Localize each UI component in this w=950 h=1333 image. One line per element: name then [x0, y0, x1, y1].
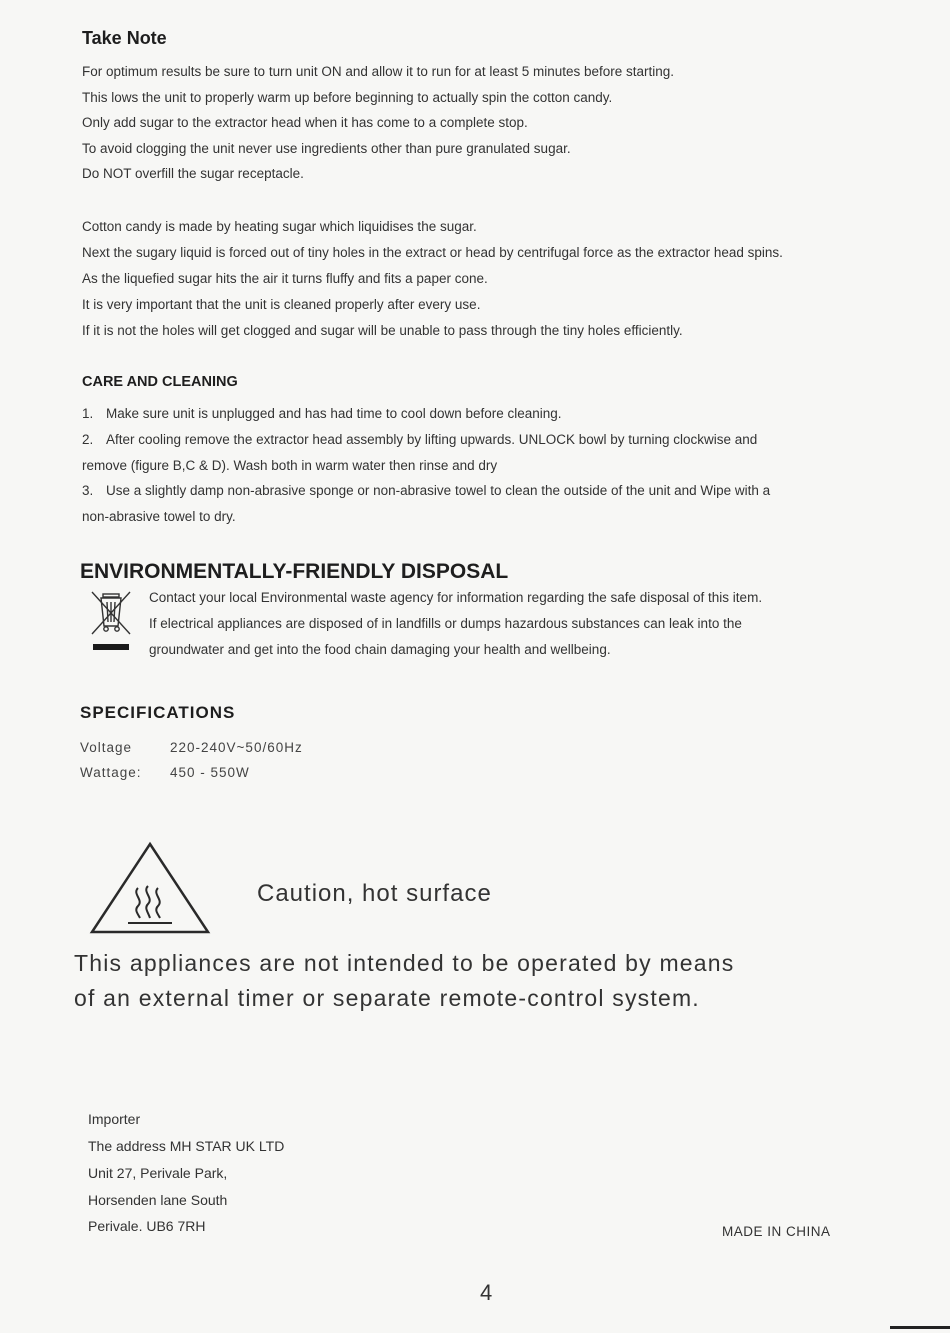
care-item: [82, 432, 757, 447]
scan-edge-mark: [890, 1326, 950, 1329]
care-item-text: Use a slightly damp non-abrasive sponge or non-abrasive towel to clean the outside of the unit and Wipe with a: [106, 483, 771, 498]
caution-text: Caution, hot surface: [257, 880, 492, 907]
disposal-line: If electrical appliances are disposed of in landfills or dumps hazardous substances can leak into the: [149, 616, 742, 631]
disposal-line: groundwater and get into the food chain damaging your health and wellbeing.: [149, 642, 611, 657]
take-note-line: To avoid clogging the unit never use ingredients other than pure granulated sugar.: [82, 141, 571, 156]
crossed-bin-icon: [88, 588, 136, 654]
care-item: [82, 406, 562, 421]
care-item-number: 2.: [82, 432, 94, 447]
disposal-line: Contact your local Environmental waste agency for information regarding the safe disposal of this item.: [149, 590, 763, 605]
spec-label: Voltage: [80, 740, 133, 755]
care-item-continued: non-abrasive towel to dry.: [82, 509, 236, 524]
disposal-heading: ENVIRONMENTALLY-FRIENDLY DISPOSAL: [80, 560, 509, 583]
intro-line: Cotton candy is made by heating sugar which liquidises the sugar.: [82, 219, 477, 234]
take-note-line: Do NOT overfill the sugar receptacle.: [82, 166, 304, 181]
spec-value: 220-240V~50/60Hz: [170, 740, 303, 755]
care-item-text: Make sure unit is unplugged and has had time to cool down before cleaning.: [106, 406, 562, 421]
care-item: [82, 483, 770, 498]
take-note-line: For optimum results be sure to turn unit ON and allow it to run for at least 5 minutes before starting.: [82, 64, 675, 79]
care-item-text: After cooling remove the extractor head assembly by lifting upwards. UNLOCK bowl by turning clockwise and: [106, 432, 758, 447]
page-number: 4: [480, 1280, 493, 1305]
take-note-heading: Take Note: [82, 28, 167, 48]
take-note-line: This lows the unit to properly warm up before beginning to actually spin the cotton candy.: [82, 90, 613, 105]
hot-surface-warning-icon: [88, 840, 212, 936]
importer-line: Unit 27, Perivale Park,: [88, 1165, 228, 1181]
importer-line: Importer: [88, 1111, 141, 1127]
care-item-continued: remove (figure B,C & D). Wash both in warm water then rinse and dry: [82, 458, 498, 473]
importer-line: Horsenden lane South: [88, 1192, 228, 1208]
notice-line: of an external timer or separate remote-control system.: [74, 985, 700, 1011]
care-item-number: 3.: [82, 483, 94, 498]
made-in-label: MADE IN CHINA: [722, 1224, 831, 1239]
intro-line: If it is not the holes will get clogged and sugar will be unable to pass through the tiny holes efficiently.: [82, 323, 683, 338]
importer-line: Perivale. UB6 7RH: [88, 1218, 206, 1234]
intro-line: As the liquefied sugar hits the air it turns fluffy and fits a paper cone.: [82, 271, 488, 286]
take-note-line: Only add sugar to the extractor head when it has come to a complete stop.: [82, 115, 528, 130]
care-item-number: 1.: [82, 406, 94, 421]
spec-label: Wattage:: [80, 765, 142, 780]
specifications-heading: SPECIFICATIONS: [80, 703, 236, 722]
intro-line: It is very important that the unit is cleaned properly after every use.: [82, 297, 481, 312]
notice-line: This appliances are not intended to be operated by means: [74, 950, 735, 976]
care-heading: CARE AND CLEANING: [82, 374, 238, 390]
importer-line: The address MH STAR UK LTD: [88, 1138, 285, 1154]
intro-line: Next the sugary liquid is forced out of tiny holes in the extract or head by centrifugal force as the extractor head spins.: [82, 245, 783, 260]
spec-value: 450 - 550W: [170, 765, 250, 780]
